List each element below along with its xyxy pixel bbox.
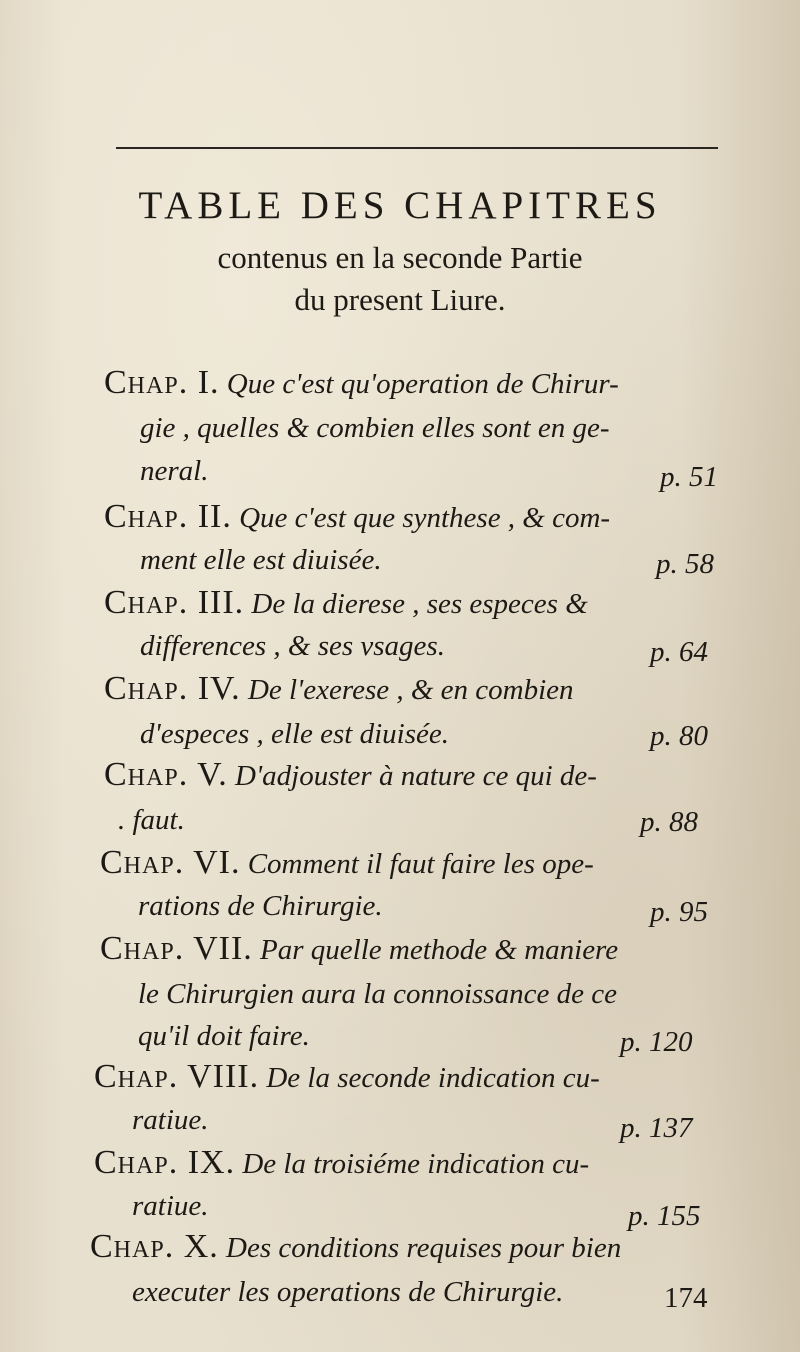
toc-entry-1 (104, 364, 619, 402)
chapter-title-line: le Chirurgien aura la connoissance de ce (138, 978, 617, 1010)
page-number (664, 1282, 708, 1315)
chapter-title-line: Comment il faut faire les ope- (247, 848, 594, 880)
toc-entry-4 (104, 670, 574, 708)
chapter-title-line: ratiue. (132, 1190, 209, 1222)
chapter-title-line: De la dierese , ses especes & (251, 588, 588, 620)
page-number: p. 80 (650, 720, 708, 752)
page-subtitle-line-2: du present Liure. (294, 282, 506, 317)
page-number-value: 174 (664, 1282, 708, 1314)
chapter-label: Chap. I. (104, 364, 220, 401)
chapter-title-line: D'adjouster à nature ce qui de- (235, 760, 597, 792)
toc-entry-7 (100, 930, 618, 968)
toc-entry-3 (104, 584, 588, 622)
chapter-title-line: ratiue. (132, 1104, 209, 1136)
toc-entry-5 (104, 756, 597, 794)
chapter-label: Chap. IV. (104, 670, 241, 707)
chapter-title-line: rations de Chirurgie. (138, 890, 383, 922)
chapter-title-line: differences , & ses vsages. (140, 630, 445, 662)
toc-entry-9 (94, 1144, 589, 1182)
chapter-title-line: executer les operations de Chirurgie. (132, 1276, 564, 1308)
chapter-label: Chap. VI. (100, 844, 241, 881)
chapter-title-line: gie , quelles & combien elles sont en ge- (140, 412, 610, 444)
page-number: p. 137 (620, 1112, 693, 1144)
chapter-title-line: . faut. (118, 804, 185, 836)
page-number: p. 120 (620, 1026, 693, 1058)
page-number: p. 88 (640, 806, 698, 838)
chapter-title-line: Des conditions requises pour bien (226, 1232, 622, 1264)
chapter-title-line: Que c'est qu'operation de Chirur- (226, 368, 619, 400)
page-subtitle-line-1: contenus en la seconde Partie (217, 240, 583, 275)
chapter-label: Chap. IX. (94, 1144, 236, 1181)
toc-entry-6 (100, 844, 594, 882)
chapter-title-line: d'especes , elle est diuisée. (140, 718, 449, 750)
chapter-title-line: neral. (140, 455, 209, 487)
chapter-title-line: De l'exerese , & en combien (247, 674, 574, 706)
toc-entry-8 (94, 1058, 600, 1096)
page-title: TABLE DES CHAPITRES (138, 184, 662, 227)
chapter-label: Chap. VII. (100, 930, 253, 967)
chapter-title-line: Que c'est que synthese , & com- (239, 502, 611, 534)
chapter-label: Chap. V. (104, 756, 228, 793)
chapter-title-line: De la troisiéme indication cu- (242, 1148, 590, 1180)
page-number: p. 51 (660, 461, 718, 493)
chapter-title-line: De la seconde indication cu- (266, 1062, 600, 1094)
page-number: p. 95 (650, 896, 708, 928)
page-number: p. 155 (628, 1200, 701, 1232)
chapter-label: Chap. X. (90, 1228, 219, 1265)
page-number: p. 64 (650, 636, 708, 668)
chapter-title-line: Par quelle methode & maniere (260, 934, 619, 966)
chapter-label: Chap. VIII. (94, 1058, 260, 1095)
chapter-label: Chap. III. (104, 584, 245, 621)
chapter-label: Chap. II. (104, 498, 232, 535)
page-number: p. 58 (656, 548, 714, 580)
toc-entry-10 (90, 1228, 621, 1266)
chapter-title-line: ment elle est diuisée. (140, 544, 382, 576)
toc-entry-2 (104, 498, 610, 536)
chapter-title-line: qu'il doit faire. (138, 1020, 310, 1052)
